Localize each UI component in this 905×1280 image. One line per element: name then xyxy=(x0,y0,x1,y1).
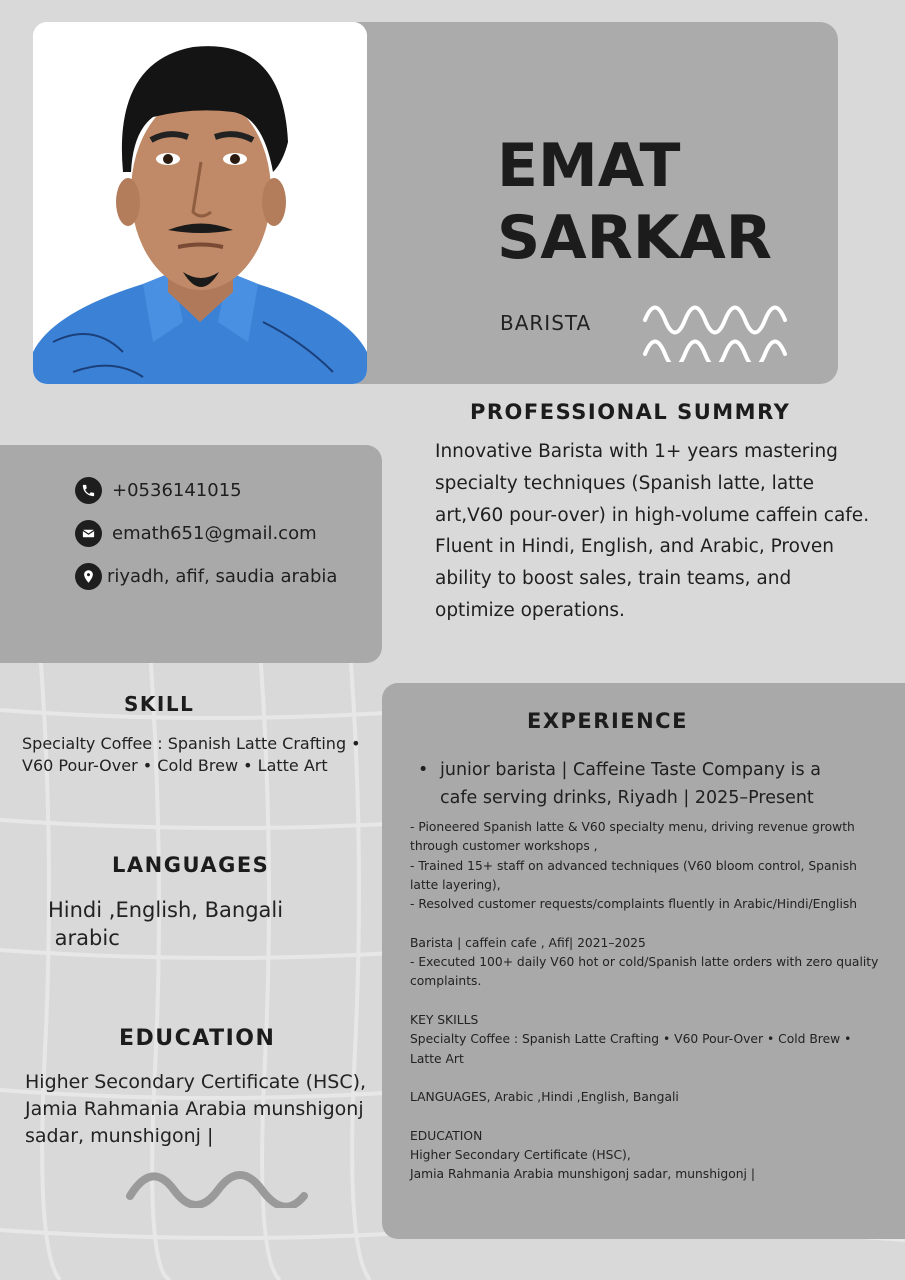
education-text xyxy=(25,1069,375,1150)
experience-detail-line xyxy=(410,992,880,1011)
experience-detail-line: KEY SKILLS xyxy=(410,1012,479,1027)
education-title: EDUCATION xyxy=(119,1026,276,1051)
experience-title: EXPERIENCE xyxy=(527,709,688,733)
experience-detail-line xyxy=(410,914,880,933)
location-pin-icon xyxy=(75,563,102,590)
location-text: riyadh, afif, saudia arabia xyxy=(107,566,338,587)
experience-bullet xyxy=(418,756,838,812)
languages-title: LANGUAGES xyxy=(112,853,270,877)
first-name: EMAT xyxy=(497,131,681,201)
job-title: BARISTA xyxy=(500,311,592,335)
education-line: Jamia Rahmania Arabia munshigonj xyxy=(25,1098,364,1120)
wave-decoration-icon xyxy=(640,290,800,362)
experience-detail-line: Specialty Coffee : Spanish Latte Crafting • V60 Pour-Over • Cold Brew • Latte Art xyxy=(410,1032,852,1066)
contact-location-row xyxy=(75,563,337,590)
contact-phone-row xyxy=(75,477,242,504)
experience-detail-line: - Executed 100+ daily V60 hot or cold/Spanish latte orders with zero quality complaints. xyxy=(410,955,879,989)
experience-detail-line: - Trained 15+ staff on advanced techniques (V60 bloom control, Spanish latte layering), xyxy=(410,858,857,892)
experience-details xyxy=(410,818,880,1185)
experience-detail-line: EDUCATION xyxy=(410,1128,483,1143)
education-line: sadar, munshigonj | xyxy=(25,1125,214,1147)
experience-detail-line: Barista | caffein cafe , Afif| 2021–2025 xyxy=(410,935,646,950)
experience-detail-line: LANGUAGES, Arabic ,Hindi ,English, Bangali xyxy=(410,1090,679,1105)
profile-photo xyxy=(33,22,367,384)
experience-detail-line: Jamia Rahmania Arabia munshigonj sadar, munshigonj | xyxy=(410,1167,756,1182)
wave-decoration-bottom-icon xyxy=(122,1160,312,1208)
summary-text: Innovative Barista with 1+ years mastering specialty techniques (Spanish latte, latte art,V60 pour-over) in high-volume caffein cafe. Fluent in Hindi, English, and Arabic, Proven ability to boost sales, train teams, and optimize operations. xyxy=(435,441,870,621)
languages-text xyxy=(48,896,348,952)
summary-title: PROFESSIONAL SUMMRY xyxy=(470,400,791,424)
last-name: SARKAR xyxy=(497,203,772,273)
email-address[interactable]: emath651@gmail.com xyxy=(112,523,317,544)
skill-title: SKILL xyxy=(124,692,195,716)
education-line: Higher Secondary Certificate (HSC), xyxy=(25,1071,367,1093)
experience-detail-line: Higher Secondary Certificate (HSC), xyxy=(410,1148,631,1163)
experience-detail-line xyxy=(410,1107,880,1126)
languages-line: Hindi ,English, Bangali xyxy=(48,898,284,922)
phone-icon xyxy=(75,477,102,504)
experience-detail-line: - Pioneered Spanish latte & V60 specialty menu, driving revenue growth through customer workshops , xyxy=(410,820,855,854)
bullet-icon: • xyxy=(418,760,429,780)
phone-number[interactable]: +0536141015 xyxy=(112,480,242,501)
skill-text: Specialty Coffee : Spanish Latte Crafting • V60 Pour-Over • Cold Brew • Latte Art xyxy=(22,734,361,775)
languages-line: arabic xyxy=(48,926,120,950)
experience-detail-line: - Resolved customer requests/complaints fluently in Arabic/Hindi/English xyxy=(410,897,858,912)
experience-bullet-text: junior barista | Caffeine Taste Company is a cafe serving drinks, Riyadh | 2025–Present xyxy=(440,760,821,808)
email-icon xyxy=(75,520,102,547)
contact-email-row xyxy=(75,520,317,547)
experience-detail-line xyxy=(410,1069,880,1088)
candidate-name xyxy=(497,130,772,274)
